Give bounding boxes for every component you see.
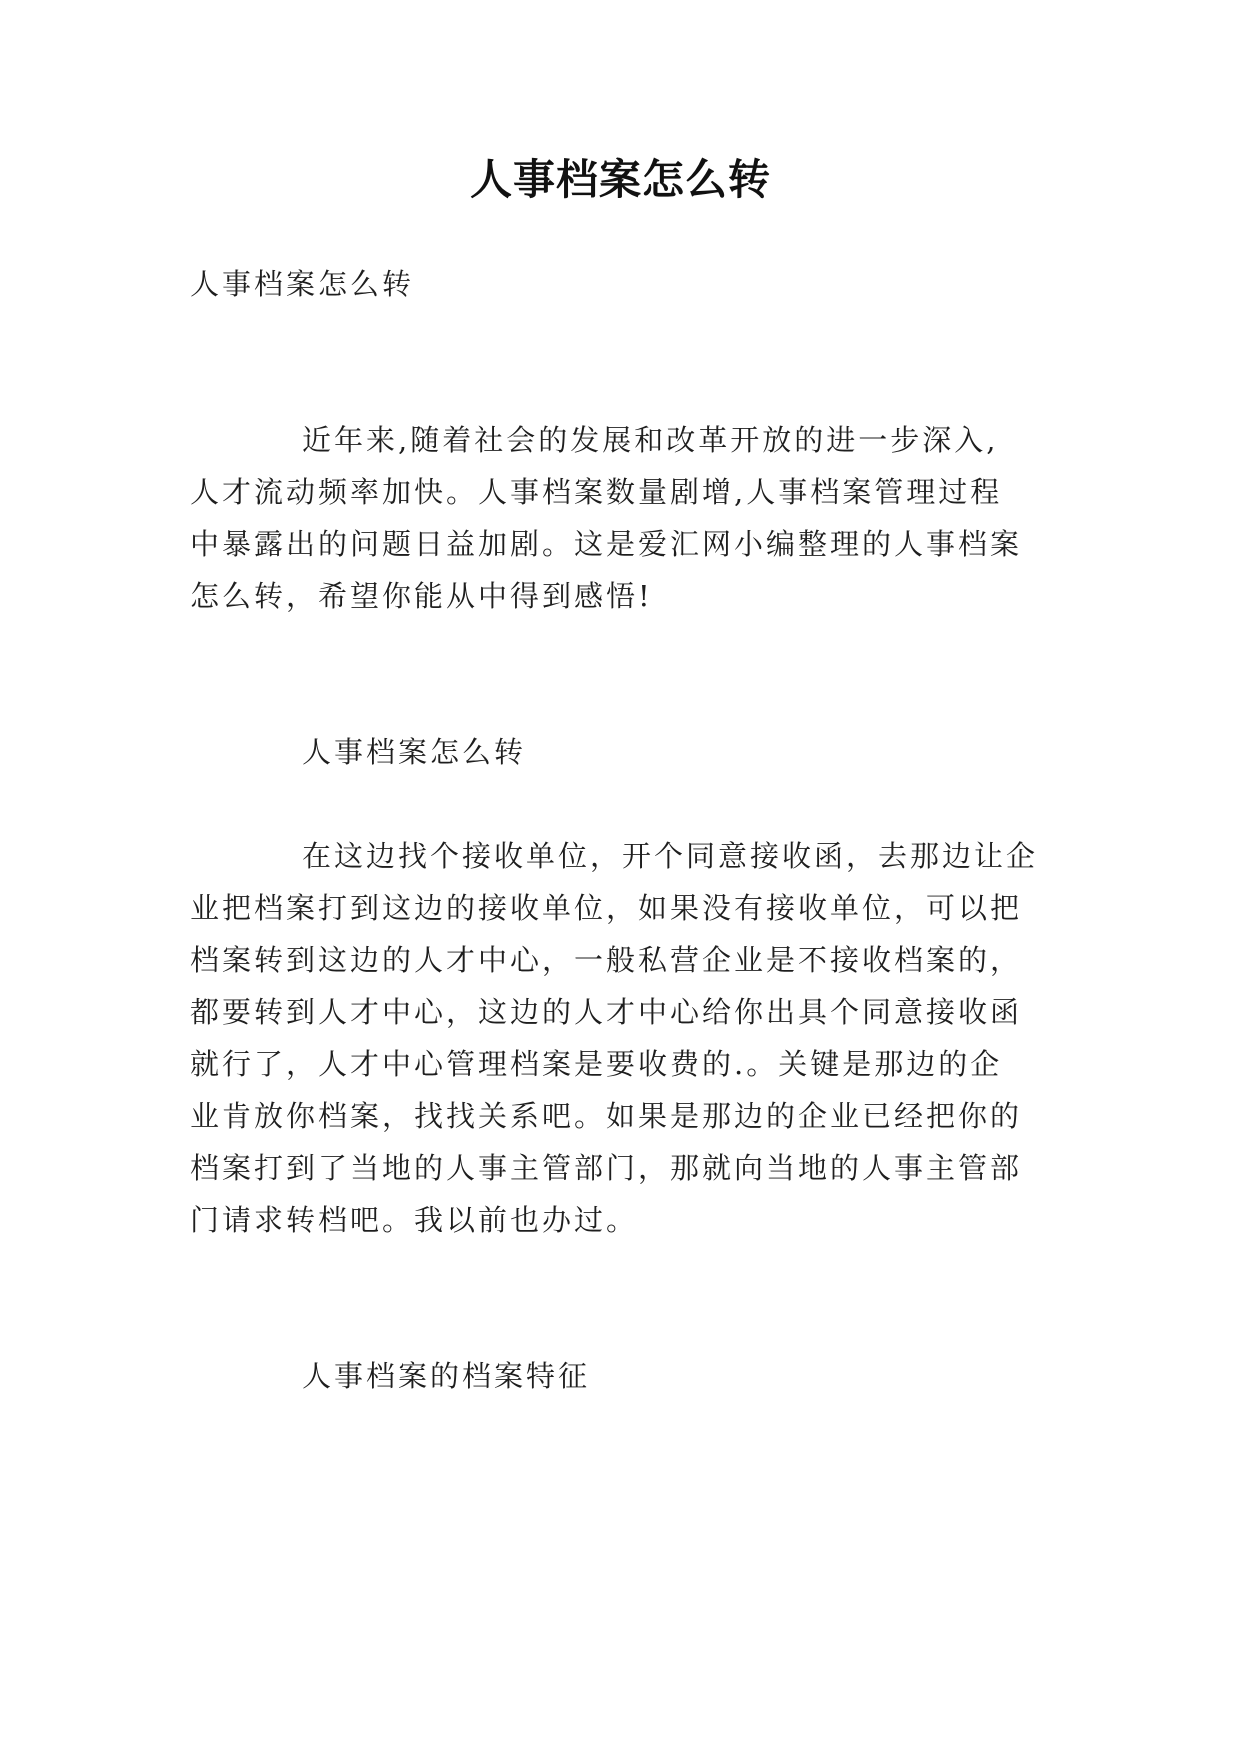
intro-line: 人才流动频率加快。人事档案数量剧增,人事档案管理过程 <box>190 475 1003 509</box>
body-line: 在这边找个接收单位，开个同意接收函，去那边让企 <box>302 839 1039 873</box>
body-line: 业肯放你档案，找找关系吧。如果是那边的企业已经把你的 <box>190 1099 1023 1133</box>
body-line: 档案转到这边的人才中心，一般私营企业是不接收档案的， <box>190 943 1023 977</box>
body-line: 门请求转档吧。我以前也办过。 <box>190 1203 639 1237</box>
section-heading: 人事档案怎么转 <box>302 735 527 769</box>
body-line: 档案打到了当地的人事主管部门，那就向当地的人事主管部 <box>190 1151 1023 1185</box>
section-heading: 人事档案的档案特征 <box>302 1359 591 1393</box>
subtitle-line: 人事档案怎么转 <box>190 267 415 301</box>
intro-line: 怎么转，希望你能从中得到感悟! <box>190 579 653 613</box>
body-line: 都要转到人才中心，这边的人才中心给你出具个同意接收函 <box>190 995 1023 1029</box>
intro-line: 中暴露出的问题日益加剧。这是爱汇网小编整理的人事档案 <box>190 527 1023 561</box>
body-line: 业把档案打到这边的接收单位，如果没有接收单位，可以把 <box>190 891 1023 925</box>
document-title: 人事档案怎么转 <box>469 155 771 204</box>
body-line: 就行了，人才中心管理档案是要收费的.。关键是那边的企 <box>190 1047 1003 1081</box>
intro-line: 近年来,随着社会的发展和改革开放的进一步深入, <box>302 423 999 457</box>
